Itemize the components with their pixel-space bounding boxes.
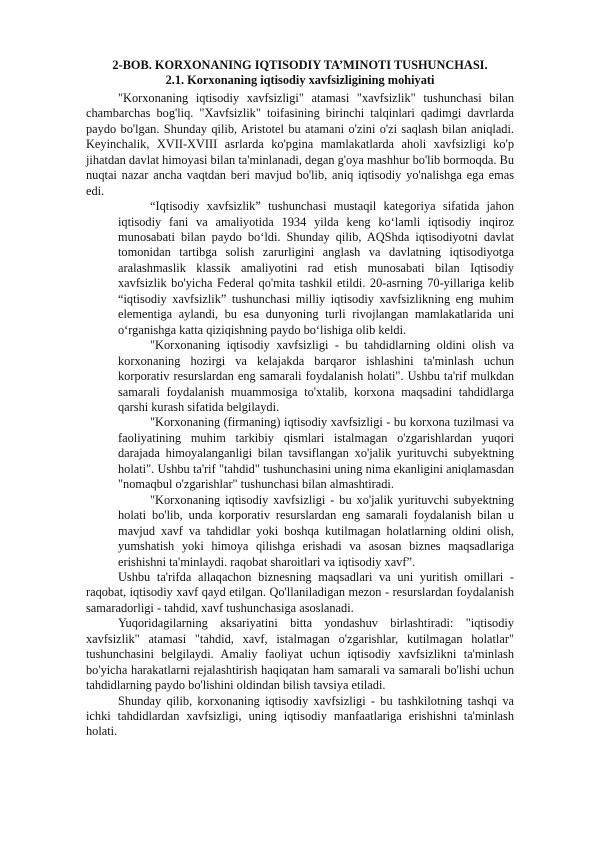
chapter-title: 2-BOB. KORXONANING IQTISODIY TA’MINOTI TUSHUNCHASI. bbox=[112, 58, 488, 72]
paragraph-3: "Korxonaning iqtisodiy xavfsizligi - bu tahdidlarning oldini olish va korxonaning hozirgi va kelajakda barqaror ishlashini ta'minlash uchun korporativ resurslardan eng samarali foydalanish holati". Ushbu ta'rif mulkdan samarali foydalanish muammosiga to'xtalib, korxona maqsadini tahdidlarga qarshi kurash sifatida belgilaydi. bbox=[118, 338, 514, 414]
paragraph-6: Ushbu ta'rifda allaqachon biznesning maqsadlari va uni yuritish omillari - raqobat, iqtisodiy xavf qayd etilgan. Qo'llaniladigan mezon - resurslardan foydalanish samaradorligi - tahdid, xavf tushunchasiga asoslanadi. bbox=[86, 569, 514, 615]
document-page bbox=[86, 58, 514, 740]
paragraph-7: Yuqoridagilarning aksariyatini bitta yondashuv birlashtiradi: "iqtisodiy xavfsizlik" atamasi "tahdid, xavf, istalmagan o'zgarishlar, kutilmagan holatlar" tushunchasini belgilaydi. Amaliy faoliyat uchun iqtisodiy xavfsizlikni ta'minlash bo'yicha harakatlarni rejalashtirish haqiqatan ham samarali va samarali bo'lishi uchun tahdidlarning paydo bo'lishini oldindan bilish tavsiya etiladi. bbox=[86, 616, 514, 693]
paragraph-1: "Korxonaning iqtisodiy xavfsizligi" atamasi "xavfsizlik" tushunchasi bilan chambarchas bog'liq. "Xavfsizlik" toifasining birinchi talqinlari qadimgi davrlarda paydo bo'lgan. Shunday qilib, Aristotel bu atamani o'zini o'zi saqlash bilan aniqladi. Keyinchalik, XVII-XVIII asrlarda ko'pgina mamlakatlarda aholi xavfsizligi ko'p jihatdan davlat himoyasi bilan ta'minlanadi, degan g'oya mashhur bo'lib bormoqda. Bu nuqtai nazar ancha vaqtdan beri mavjud bo'lib, aniq iqtisodiy yo'nalishga ega emas edi. bbox=[86, 90, 514, 198]
paragraph-5: "Korxonaning iqtisodiy xavfsizligi - bu xo'jalik yurituvchi subyektning holati bo'lib, unda korporativ resurslardan eng samarali foydalanish bilan u mavjud xavf va tahdidlar yoki boshqa kutilmagan holatlarning oldini olish, yumshatish yoki himoya qilishga erishadi va asosan biznes maqsadlariga erishishni ta'minlaydi. raqobat sharoitlari va iqtisodiy xavf”. bbox=[118, 492, 514, 569]
section-title: 2.1. Korxonaning iqtisodiy xavfsizligining mohiyati bbox=[165, 73, 435, 88]
paragraph-4: "Korxonaning (firmaning) iqtisodiy xavfsizligi - bu korxona tuzilmasi va faoliyatining muhim tarkibiy qismlari istalmagan o'zgarishlardan yuqori darajada himoyalanganligi bilan tavsiflangan xo'jalik yurituvchi subyektning holati". Ushbu ta'rif "tahdid" tushunchasini uning nima ekanligini aniqlamasdan "nomaqbul o'zgarishlar" tushunchasi bilan almashtiradi. bbox=[118, 415, 514, 492]
paragraph-8: Shunday qilib, korxonaning iqtisodiy xavfsizligi - bu tashkilotning tashqi va ichki tahdidlardan xavfsizligi, uning iqtisodiy manfaatlariga erishishni ta'minlash holati. bbox=[86, 693, 514, 739]
paragraph-2: “Iqtisodiy xavfsizlik” tushunchasi mustaqil kategoriya sifatida jahon iqtisodiy fani va amaliyotida 1934 yilda keng ko‘lamli iqtisodiy inqiroz munosabati bilan paydo bo‘ldi. Shunday qilib, AQShda iqtisodiyotni davlat tomonidan tartibga solish zarurligini anglash va davlatning iqtisodiyotga aralashmaslik klassik amaliyotini rad etish munosabati bilan Iqtisodiy xavfsizlik bo'yicha Federal qo'mita tashkil etildi. 20-asrning 70-yillariga kelib “iqtisodiy xavfsizlik” tushunchasi milliy iqtisodiy xavfsizlikning eng muhim elementiga aylandi, bu esa dunyoning turli rivojlangan mamlakatlarida uni o‘rganishga katta qiziqishning paydo bo‘lishiga olib keldi. bbox=[118, 199, 514, 337]
